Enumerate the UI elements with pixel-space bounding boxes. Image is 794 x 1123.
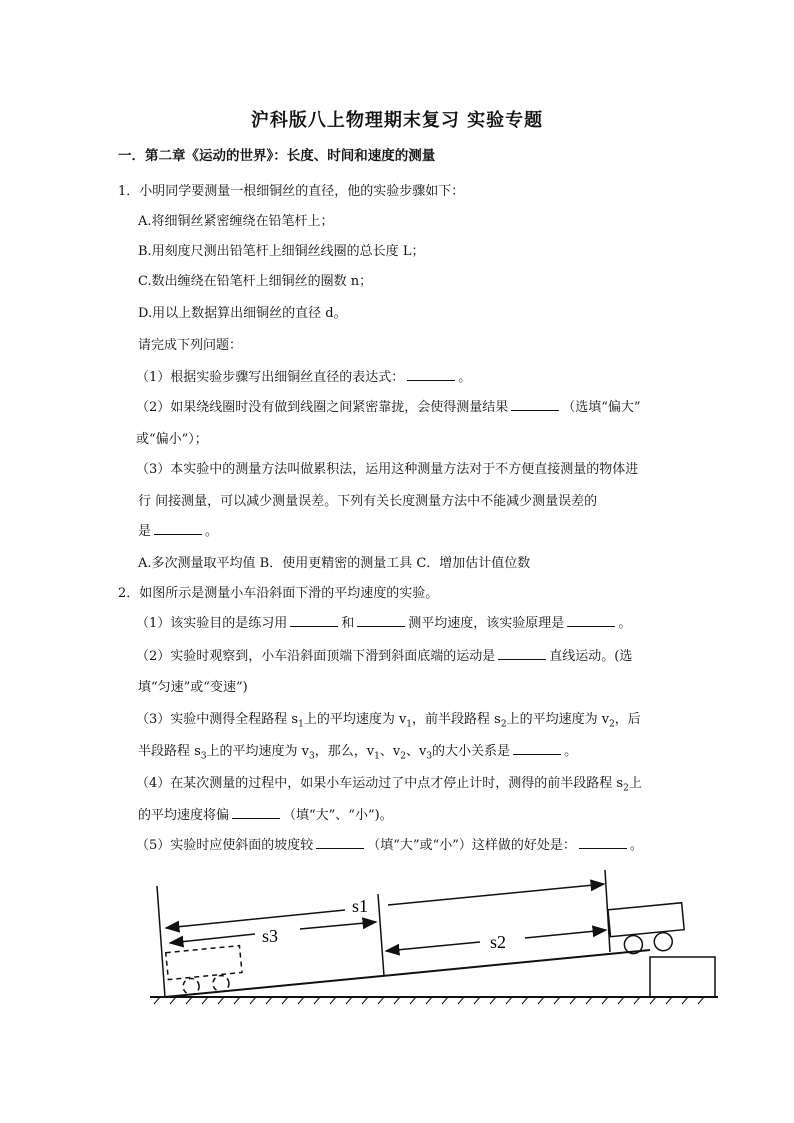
q2-part4-line2: 的平均速度将偏 （填“大”、“小”)。 [138,808,393,823]
s1-arrow-left [166,910,345,928]
q2-part5: （5）实验时应使斜面的坡度较 （填“大”或“小”）这样做的好处是： 。 [136,838,643,853]
q2-part2: （2）实验时观察到，小车沿斜面顶端下滑到斜面底端的运动是 直线运动。(选 [136,649,633,664]
mid-marker [378,894,384,976]
end-marker [605,870,610,952]
q1-part1: （1）根据实验步骤写出细铜丝直径的表达式： 。 [136,370,472,385]
page-title: 沪科版八上物理期末复习 实验专题 [250,110,544,131]
q1-step-c: C.数出缠绕在铅笔杆上细铜丝的圈数 n； [138,274,373,289]
q1-step-a: A.将细铜丝紧密缠绕在铅笔杆上； [138,214,334,229]
label-s1: s1 [352,896,369,916]
s2-arrow-right [525,930,606,938]
incline-surface [165,950,650,997]
section-heading: 一．第二章《运动的世界》：长度、时间和速度的测量 [118,148,436,164]
s3-arrow-left [170,934,255,943]
support-block [650,957,715,997]
q1-stem: 1．小明同学要测量一根细铜丝的直径，他的实验步骤如下： [118,184,465,199]
s3-arrow-right [300,922,376,929]
q1-step-b: B.用刻度尺测出铅笔杆上细铜丝线圈的总长度 L； [138,244,425,259]
q1-part3-line2: 行 间接测量，可以减少测量误差。下列有关长度测量方法中不能减少测量误差的 [138,494,598,509]
cart-bottom-dashed [166,946,244,997]
stopper-wall [157,886,165,997]
ground-hatching [154,997,704,1004]
label-s3: s3 [262,926,279,946]
q1-step-d: D.用以上数据算出细铜丝的直径 d。 [138,306,347,321]
q1-prompt: 请完成下列问题： [138,338,243,353]
q2-part3-line2: 半段路程 $s_3$上的平均速度为 $v_3$，那么，$v_1$、$v_2$、$v_3$的大小关系是 。 [138,744,578,762]
label-s2: s2 [490,932,507,952]
cart-top [608,903,686,956]
q2-part1: （1）该实验目的是练习用 和 测平均速度，该实验原理是 。 [136,616,632,631]
q2-stem: 2．如图所示是测量小车沿斜面下滑的平均速度的实验。 [118,586,439,601]
q1-options: A.多次测量取平均值 B．使用更精密的测量工具 C．增加估计值位数 [138,556,531,571]
s1-arrow-right [388,884,604,905]
q2-part3-line1: （3）实验中测得全程路程 $s_1$上的平均速度为 $v_1$，前半段路程 $s_2$上的平均速度为 $v_2$，后 [136,712,641,730]
q1-part3-line1: （3）本实验中的测量方法叫做累积法，运用这种测量方法对于不方便直接测量的物体进 [136,462,639,477]
q2-part4-line1: （4）在某次测量的过程中，如果小车运动过了中点才停止计时，测得的前半段路程 $s_2$上 [136,776,642,794]
q1-part2: （2）如果绕线圈时没有做到线圈之间紧密靠拢，会使得测量结果 （选填“偏大” [136,400,641,415]
q1-part3-line3: 是 。 [138,524,219,539]
s2-arrow-left [386,942,480,951]
q2-part2-cont: 填“匀速”或“变速”) [138,680,248,695]
q1-part2-cont: 或“偏小”）； [136,432,208,447]
